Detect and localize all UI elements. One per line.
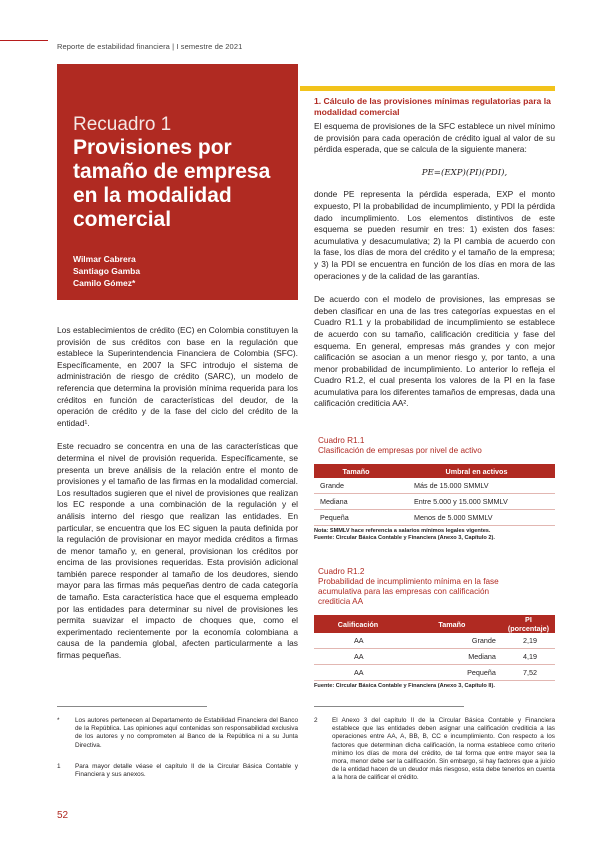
formula: PE=(EXP)(PI)(PDI),: [421, 167, 508, 178]
column-header: Umbral en activos: [398, 464, 555, 478]
column-header: Tamaño: [314, 464, 398, 478]
table-row: [314, 665, 555, 681]
table-r1-2-block: [314, 567, 555, 690]
table-caption-number: Cuadro R1.2: [318, 567, 365, 576]
paragraph: Este recuadro se concentra en una de las características que determina el nivel de provisión requerida. Específicamente, se presenta un breve análisis de la relación entre el monto de provisiones y el tamaño de las firmas en la modalidad comercial. Los resultados sugieren que el nivel de provisiones que realizan los EC responde a una combinación de la regulación y el análisis interno del riesgo que realizan las entidades. En particular, se encuentra que los EC siguen la pauta definida por la regulación de provisionar en mayor medida créditos a firmas de menor tamaño y, en general, provisionan los créditos por encima de las provisiones requeridas. Esta provisión adicional también parece responder al tamaño de los deudores, siendo mayor para las firmas más pequeñas dentro de cada categoría de tamaño. Esta característica hace que el esquema empleado por las entidades para determinar su nivel de provisiones les permita suavizar el impacto de choques que, como el experimentado recientemente por la economía colombiana a causa de la pandemia global, afecten particularmente a las firmas pequeñas.: [57, 441, 298, 661]
footnote-marker: 1: [57, 763, 61, 770]
paragraph: De acuerdo con el modelo de provisiones, las empresas se deben clasificar en una de las tres categorías expuestas en el Cuadro R1.1 y la probabilidad de incumplimiento se establece de acuerdo con su tamaño, calificación crediticia y fase del esquema. En general, empresas más grandes y con mejor calificación se asocian a un menor riesgo y, por tanto, a una menor probabilidad de incumplimiento. Lo anterior lo refleja el Cuadro R1.2, el cual presenta los valores de la PI en la fase acumulativa para los diferentes tamaños de empresas, dada una calificación crediticia AA².: [314, 294, 555, 409]
table-cell: Mediana: [402, 649, 502, 665]
author-list: [73, 253, 140, 289]
table-cell: AA: [314, 649, 402, 665]
box-title: Provisiones por tamaño de empresa en la modalidad comercial: [73, 136, 271, 231]
table-cell: Entre 5.000 y 15.000 SMMLV: [398, 494, 555, 510]
table-cell: Grande: [402, 633, 502, 649]
table-row: [314, 478, 555, 494]
table-cell: Pequeña: [402, 665, 502, 681]
box-kicker: Recuadro 1: [73, 114, 172, 135]
table-source: Fuente: Circular Básica Contable y Financiera (Anexo 3, Capítulo 2).: [314, 535, 495, 541]
running-header: Reporte de estabilidad financiera | I semestre de 2021: [57, 42, 243, 51]
left-column: [57, 325, 298, 674]
table-caption-title: Clasificación de empresas por nivel de activo: [318, 446, 482, 455]
table-cell: Menos de 5.000 SMMLV: [398, 510, 555, 526]
table-cell: Grande: [314, 478, 398, 494]
paragraph: Los establecimientos de crédito (EC) en Colombia constituyen la provisión de sus créditos con base en la regulación que establece la Superintendencia Financiera de Colombia (SFC). Específicamente, en 2007 la SFC introdujo el sistema de administración de riesgo de crédito (SARC), un modelo de referencia que determina la provisión mínima requerida para los créditos en función de características del deudor, de la operación de crédito y de la fase del ciclo del crédito de la entidad¹.: [57, 325, 298, 428]
section-title: 1. Cálculo de las provisiones mínimas regulatorias para la modalidad comercial: [314, 96, 551, 117]
footnote-1: [57, 763, 298, 779]
table-r1-2: [314, 615, 555, 681]
table-cell: 2,19: [502, 633, 555, 649]
table-cell: AA: [314, 665, 402, 681]
footnote-text: Para mayor detalle véase el capítulo II de la Circular Básica Contable y Financiera y sus anexos.: [75, 763, 298, 779]
paragraph: donde PE representa la pérdida esperada, EXP el monto expuesto, PI la probabilidad de incumplimiento, y PDI la pérdida dado incumplimiento. Los elementos distintivos de este esquema se pueden resumir en tres: 1) existen dos fases: acumulativa y desacumulativa; 2) la PI cambia de acuerdo con la fase, los días de mora del crédito y el tamaño de la empresa; y 3) la PDI se encuentra en función de los días en mora de las operaciones y de la calidad de las garantías.: [314, 189, 555, 281]
column-header: PI (porcentaje): [502, 615, 555, 633]
table-cell: 4,19: [502, 649, 555, 665]
table-r1-1-block: [314, 436, 555, 542]
column-header: Calificación: [314, 615, 402, 633]
table-row: [314, 494, 555, 510]
table-row: [314, 649, 555, 665]
table-cell: AA: [314, 633, 402, 649]
column-header: Tamaño: [402, 615, 502, 633]
paragraph: El esquema de provisiones de la SFC establece un nivel mínimo de provisión para cada operación de crédito igual al valor de su pérdida esperada, que se calcula de la siguiente manera:: [314, 121, 555, 155]
footnote-rule: [57, 706, 207, 707]
table-r1-1: [314, 464, 555, 526]
author: Camilo Gómez*: [73, 278, 136, 288]
table-header-row: [314, 615, 555, 633]
footnote-text: Los autores pertenecen al Departamento de Estabilidad Financiera del Banco de la República. Las opiniones aquí contenidas son responsabilidad exclusiva de los autores y no comprometen al Banco de la República ni a su Junta Directiva.: [75, 717, 298, 749]
table-cell: Más de 15.000 SMMLV: [398, 478, 555, 494]
footnote-marker: 2: [314, 717, 318, 724]
footnote-text: El Anexo 3 del capítulo II de la Circular Básica Contable y Financiera establece que las entidades deben asignar una calificación crediticia a las operaciones entre AA, A, BB, B, CC e incumplimiento. Con respecto a los factores que determinan dicha calificación, la norma establece como criterio mínimo los días de mora del crédito, de tal forma que entre mayor sea la mora, menor debe ser la calificación. Sin embargo, si hay factores que a juicio de la entidad hacen de un deudor más riesgoso, esta debe tenerlos en cuenta a la hora de calificar el crédito.: [332, 717, 555, 782]
footnote-authors: [57, 717, 298, 750]
table-cell: Mediana: [314, 494, 398, 510]
footnote-rule: [314, 706, 464, 707]
author: Santiago Gamba: [73, 266, 141, 276]
table-note: Nota: SMMLV hace referencia a salarios mínimos legales vigentes.: [314, 528, 491, 534]
table-header-row: [314, 464, 555, 478]
table-caption-title: Probabilidad de incumplimiento mínima en la fase acumulativa para las empresas con calificación crediticia AA: [318, 577, 499, 606]
footnote-marker: *: [57, 717, 60, 724]
table-cell: 7,52: [502, 665, 555, 681]
box-title-panel: [57, 64, 298, 300]
page-number: 52: [57, 810, 69, 821]
footnote-2: [314, 717, 555, 783]
author: Wilmar Cabrera: [73, 254, 136, 264]
table-row: [314, 510, 555, 526]
right-column: [314, 121, 555, 422]
table-cell: Pequeña: [314, 510, 398, 526]
table-row: [314, 633, 555, 649]
accent-bar: [300, 86, 555, 91]
table-source: Fuente: Circular Básica Contable y Financiera (Anexo 3, Capítulo II).: [314, 683, 495, 689]
table-caption-number: Cuadro R1.1: [318, 436, 365, 445]
header-rule: [0, 40, 48, 41]
